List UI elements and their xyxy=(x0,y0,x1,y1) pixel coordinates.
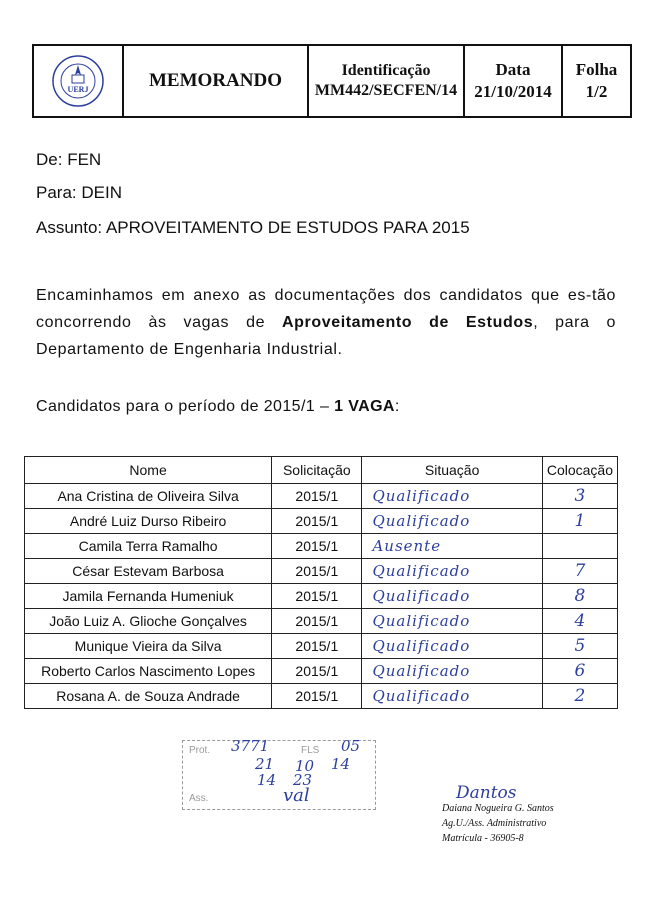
header-situacao: Situação xyxy=(362,457,542,484)
memo-header xyxy=(32,44,632,118)
cell-colocacao: 6 xyxy=(542,659,617,684)
para-label: Para: xyxy=(36,183,77,202)
cell-colocacao: 8 xyxy=(542,584,617,609)
table-row xyxy=(25,609,618,634)
table-row xyxy=(25,634,618,659)
identificacao-value: MM442/SECFEN/14 xyxy=(314,82,458,99)
cell-nome: João Luiz A. Glioche Gonçalves xyxy=(25,609,272,634)
memo-title: MEMORANDO xyxy=(149,70,282,91)
cell-solicitacao: 2015/1 xyxy=(272,634,362,659)
cell-colocacao: 1 xyxy=(542,509,617,534)
para-value: DEIN xyxy=(81,183,122,202)
cell-situacao: Ausente xyxy=(362,534,542,559)
body-text-1: Encaminhamos em anexo as documentações dos candidatos que es-tão concorrendo às vagas de xyxy=(36,287,616,331)
stamp-date-month: 10 xyxy=(295,757,315,775)
cell-situacao: Qualificado xyxy=(362,684,542,709)
para-line xyxy=(36,183,122,203)
stamp-ass-label: Ass. xyxy=(189,793,209,804)
cell-situacao: Qualificado xyxy=(362,584,542,609)
cell-solicitacao: 2015/1 xyxy=(272,684,362,709)
identificacao-cell xyxy=(309,46,465,116)
assunto-line xyxy=(36,218,470,238)
candidatos-heading xyxy=(36,398,400,416)
cell-nome: Rosana A. de Souza Andrade xyxy=(25,684,272,709)
body-text-2: , para o Departamento de Engenharia Industrial. xyxy=(36,314,616,358)
de-label: De: xyxy=(36,150,63,169)
cell-solicitacao: 2015/1 xyxy=(272,484,362,509)
header-nome: Nome xyxy=(25,457,272,484)
stamp-protocol-value: 3771 xyxy=(231,737,270,755)
cell-solicitacao: 2015/1 xyxy=(272,534,362,559)
assunto-label: Assunto: xyxy=(36,218,103,237)
identificacao-label: Identificação xyxy=(341,62,431,79)
candidatos-suffix: : xyxy=(394,398,400,415)
header-colocacao: Colocação xyxy=(542,457,617,484)
candidates-table xyxy=(24,456,618,709)
candidatos-vaga: 1 VAGA xyxy=(334,398,395,415)
cell-solicitacao: 2015/1 xyxy=(272,584,362,609)
signatory-name: Daiana Nogueira G. Santos xyxy=(442,803,554,814)
stamp-fls-value: 05 xyxy=(341,737,361,755)
folha-value: 1/2 xyxy=(585,82,608,101)
memo-title-cell xyxy=(124,46,309,116)
cell-colocacao: 4 xyxy=(542,609,617,634)
header-solicitacao: Solicitação xyxy=(272,457,362,484)
cell-solicitacao: 2015/1 xyxy=(272,509,362,534)
cell-nome: Jamila Fernanda Humeniuk xyxy=(25,584,272,609)
cell-nome: Munique Vieira da Silva xyxy=(25,634,272,659)
cell-nome: André Luiz Durso Ribeiro xyxy=(25,509,272,534)
candidatos-prefix: Candidatos para o período de 2015/1 – xyxy=(36,398,335,415)
assunto-value: APROVEITAMENTO DE ESTUDOS PARA 2015 xyxy=(105,218,470,237)
cell-solicitacao: 2015/1 xyxy=(272,609,362,634)
table-row xyxy=(25,484,618,509)
table-row xyxy=(25,584,618,609)
uerj-seal-logo xyxy=(50,53,106,109)
data-value: 21/10/2014 xyxy=(474,82,552,101)
cell-colocacao: 5 xyxy=(542,634,617,659)
stamp-date-day: 21 xyxy=(255,755,275,773)
signature-block xyxy=(442,783,592,846)
cell-solicitacao: 2015/1 xyxy=(272,659,362,684)
table-row xyxy=(25,509,618,534)
table-row xyxy=(25,659,618,684)
cell-solicitacao: 2015/1 xyxy=(272,559,362,584)
stamp-minute: 23 xyxy=(293,771,313,789)
table-header-row xyxy=(25,457,618,484)
signatory-matricula: Matrícula - 36905-8 xyxy=(442,833,524,844)
handwritten-signature: Dantos xyxy=(456,783,517,803)
stamp-hour: 14 xyxy=(257,771,277,789)
data-label: Data xyxy=(495,60,531,79)
cell-situacao: Qualificado xyxy=(362,609,542,634)
de-value: FEN xyxy=(67,150,102,169)
table-row xyxy=(25,559,618,584)
signatory-role: Ag.U./Ass. Administrativo xyxy=(442,818,547,829)
cell-situacao: Qualificado xyxy=(362,659,542,684)
stamp-fls-label: FLS xyxy=(301,745,320,756)
cell-colocacao: 3 xyxy=(542,484,617,509)
cell-colocacao: 7 xyxy=(542,559,617,584)
cell-situacao: Qualificado xyxy=(362,559,542,584)
cell-colocacao xyxy=(542,534,617,559)
table-row xyxy=(25,684,618,709)
data-cell xyxy=(465,46,563,116)
cell-nome: Camila Terra Ramalho xyxy=(25,534,272,559)
stamp-ass-value: val xyxy=(283,785,310,806)
stamp-protocol-label: Prot. xyxy=(189,745,211,756)
uerj-logo-cell xyxy=(34,46,124,116)
cell-situacao: Qualificado xyxy=(362,634,542,659)
table-row xyxy=(25,534,618,559)
de-line xyxy=(36,150,101,170)
folha-cell xyxy=(563,46,630,116)
logo-text: UERJ xyxy=(67,85,89,94)
cell-colocacao: 2 xyxy=(542,684,617,709)
folha-label: Folha xyxy=(575,60,618,79)
cell-situacao: Qualificado xyxy=(362,509,542,534)
cell-situacao: Qualificado xyxy=(362,484,542,509)
cell-nome: César Estevam Barbosa xyxy=(25,559,272,584)
protocol-stamp xyxy=(182,737,376,810)
body-text-bold: Aproveitamento de Estudos xyxy=(281,314,534,331)
stamp-date-year: 14 xyxy=(331,755,351,773)
cell-nome: Ana Cristina de Oliveira Silva xyxy=(25,484,272,509)
memo-body xyxy=(36,282,616,363)
cell-nome: Roberto Carlos Nascimento Lopes xyxy=(25,659,272,684)
